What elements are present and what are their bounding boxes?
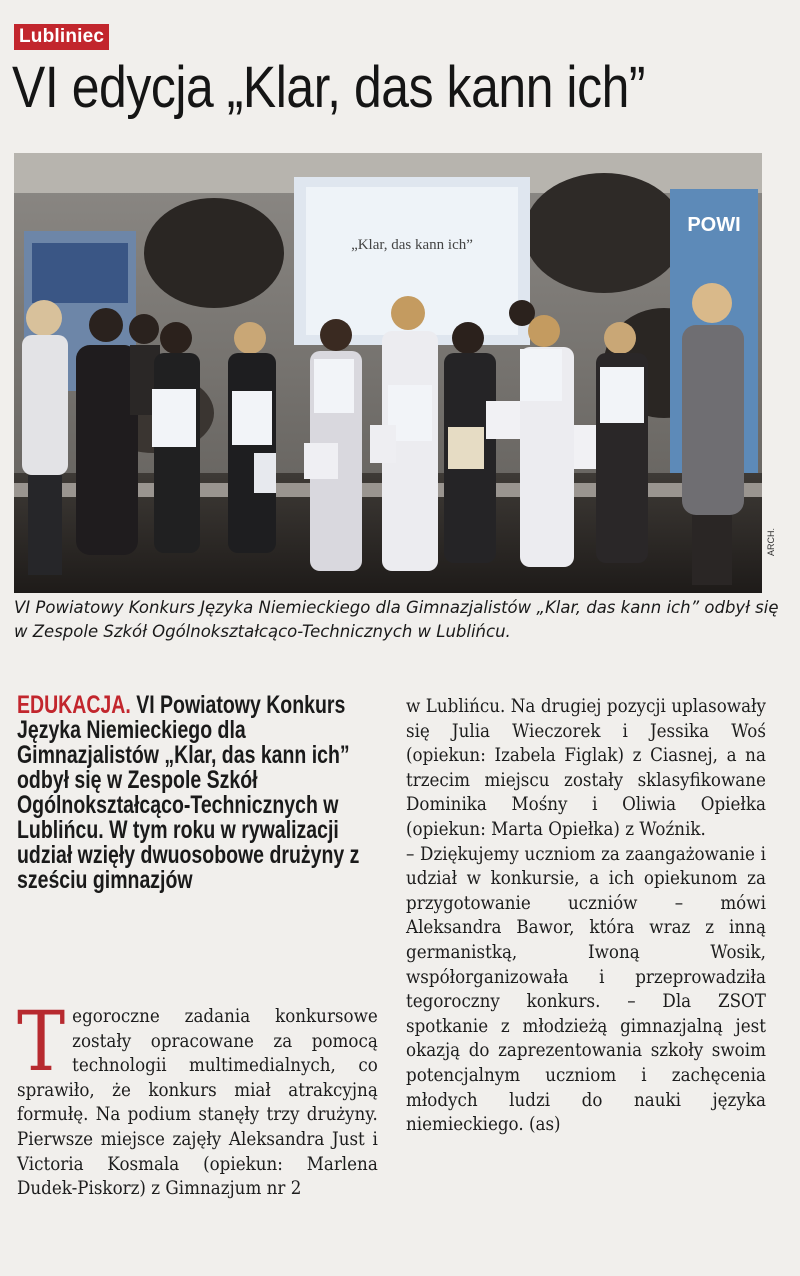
group-photo-illustration [14, 153, 762, 593]
drop-cap: T [17, 995, 66, 1090]
lead-kicker: EDUKACJA. [17, 691, 131, 719]
article-lead [17, 691, 360, 894]
body-paragraph-2: – Dziękujemy uczniom za zaangażowanie i udział w konkursie, a ich opiekunom za przygotowanie uczniów – mówi Aleksandra Bawor, która wraz z inną germanistką, Iwoną Wosik, współorganizowała i przeprowadziła tegoroczny konkurs. – Dla ZSOT spotkanie z młodzieżą gimnazjalną jest okazją do zaprezentowania szkoły swoim potencjalnym uczniom i zachęcenia młodych ludzi do nauki języka niemieckiego. (as) [406, 842, 766, 1136]
body-column-left [17, 995, 378, 1201]
banner-text: POWI [687, 214, 741, 236]
body-text-left: egoroczne zadania konkursowe zostały opracowane za pomocą technologii multimedialnych, co sprawiło, że konkurs miał atrakcyjną formułę. Na podium stanęły trzy drużyny. Pierwsze miejsce zajęły Aleksandra Just i Victoria Kosmala (opiekun: Marlena Dudek-Piskorz) z Gimnazjum nr 2 [17, 1005, 378, 1200]
section-tag: Lubliniec [14, 24, 109, 50]
body-column-right [406, 694, 766, 1137]
screen-text: „Klar, das kann ich” [351, 237, 473, 253]
body-paragraph-1: w Lublińcu. Na drugiej pozycji uplasowały się Julia Wieczorek i Jessika Woś (opiekun: Izabela Figlak) z Ciasnej, a na trzecim miejscu zostały sklasyfikowane Dominika Mośny i Oliwia Opiełka (opiekun: Marta Opiełka) z Woźnik. [406, 695, 766, 840]
photo-caption: VI Powiatowy Konkurs Języka Niemieckiego dla Gimnazjalistów „Klar, das kann ich” odbył się w Zespole Szkół Ogólnokształcąco-Technicznych w Lublińcu. [14, 598, 779, 641]
lead-text: VI Powiatowy Konkurs Języka Niemieckiego dla Gimnazjalistów „Klar, das kann ich” odbył się w Zespole Szkół Ogólnokształcąco-Technicznych w Lublińcu. W tym roku w rywalizacji udział wzięły dwuosobowe drużyny z sześciu gimnazjów [17, 691, 360, 894]
headline: VI edycja „Klar, das kann ich” [12, 55, 646, 120]
article-photo [14, 153, 762, 593]
photo-credit: ARCH. [766, 527, 776, 556]
